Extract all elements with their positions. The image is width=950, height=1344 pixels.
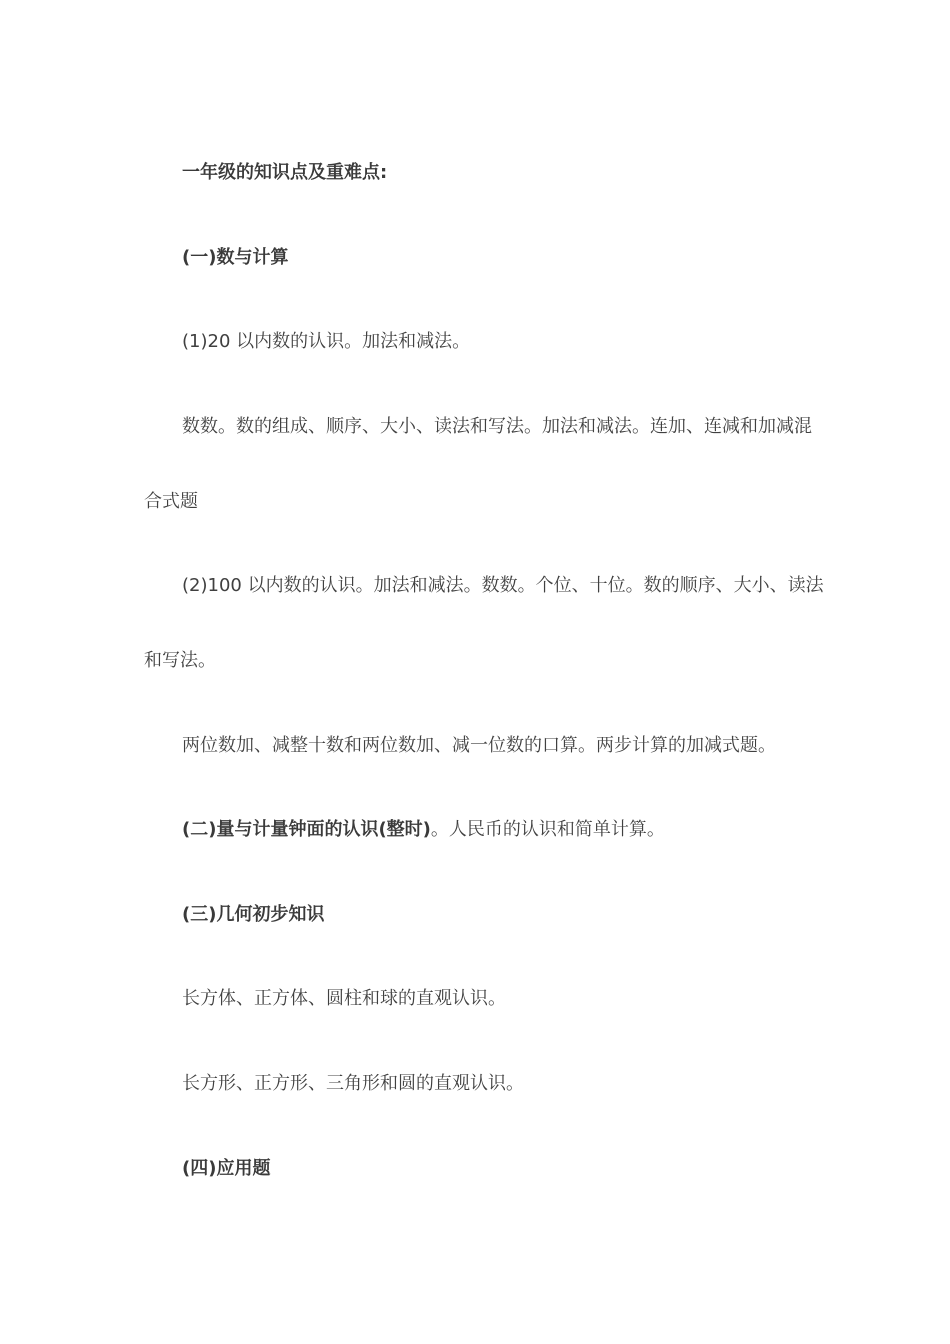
item-within-100-line1: (2)100 以内数的认识。加法和减法。数数。个位、十位。数的顺序、大小、读法 xyxy=(182,575,824,596)
item-within-100-line2: 和写法。 xyxy=(144,650,216,671)
section-title-geometry: (三)几何初步知识 xyxy=(182,904,325,925)
item-within-20-detail-line2: 合式题 xyxy=(144,491,198,512)
section-measurement-title: (二)量与计量钟面的认识(整时) xyxy=(182,819,431,840)
geometry-shapes: 长方形、正方形、三角形和圆的直观认识。 xyxy=(182,1073,524,1094)
document-heading: 一年级的知识点及重难点: xyxy=(182,162,388,183)
section-measurement-text: 。人民币的认识和简单计算。 xyxy=(430,819,665,840)
item-within-20: (1)20 以内数的认识。加法和减法。 xyxy=(182,331,471,352)
item-within-20-detail-line1: 数数。数的组成、顺序、大小、读法和写法。加法和减法。连加、连减和加减混 xyxy=(182,416,812,437)
section-measurement xyxy=(182,818,665,842)
item-within-100-detail: 两位数加、减整十数和两位数加、减一位数的口算。两步计算的加减式题。 xyxy=(182,735,776,756)
section-title-word-problems: (四)应用题 xyxy=(182,1158,271,1179)
geometry-solids: 长方体、正方体、圆柱和球的直观认识。 xyxy=(182,988,506,1009)
section-title-number-calculation: (一)数与计算 xyxy=(182,247,289,268)
